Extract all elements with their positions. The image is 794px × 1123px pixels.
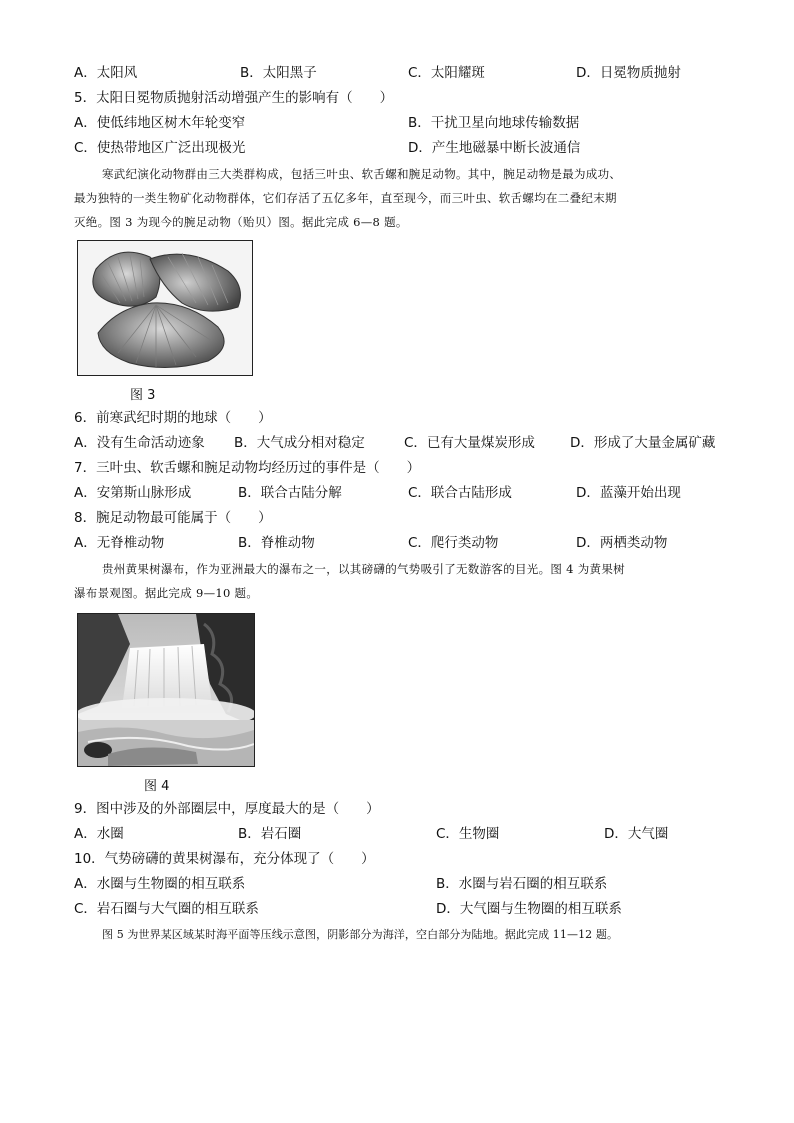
q10-stem: 10．气势磅礴的黄果树瀑布，充分体现了（ ） (74, 851, 375, 867)
option-a: A．水圈与生物圈的相互联系 (74, 876, 246, 892)
q5-stem: 5．太阳日冕物质抛射活动增强产生的影响有（ ） (74, 90, 394, 106)
option-a: A．使低纬地区树木年轮变窄 (74, 115, 246, 131)
option-a: A．水圈 (74, 826, 124, 842)
option-c: C．岩石圈与大气圈的相互联系 (74, 901, 259, 917)
figure-4-caption: 图 4 (144, 779, 170, 794)
passage-1-line-1: 寒武纪演化动物群由三大类群构成，包括三叶虫、软舌螺和腕足动物。其中，腕足动物是最为成功、 (102, 167, 622, 181)
option-a: A．太阳风 (74, 65, 138, 81)
option-d: D．两栖类动物 (576, 535, 668, 551)
option-c: C．使热带地区广泛出现极光 (74, 140, 246, 156)
q9-stem: 9．图中涉及的外部圈层中，厚度最大的是（ ） (74, 801, 380, 817)
option-d: D．蓝藻开始出现 (576, 485, 681, 501)
option-b: B．干扰卫星向地球传输数据 (408, 115, 580, 131)
option-b: B．联合古陆分解 (238, 485, 342, 501)
figure-3-caption: 图 3 (130, 388, 156, 403)
option-b: B．大气成分相对稳定 (234, 435, 365, 451)
figure-4-waterfall-image (77, 613, 255, 767)
q8-stem: 8．腕足动物最可能属于（ ） (74, 510, 272, 526)
option-c: C．太阳耀斑 (408, 65, 485, 81)
option-d: D．大气圈 (604, 826, 669, 842)
option-c: C．联合古陆形成 (408, 485, 512, 501)
q7-stem: 7．三叶虫、软舌螺和腕足动物均经历过的事件是（ ） (74, 460, 421, 476)
option-c: C．已有大量煤炭形成 (404, 435, 535, 451)
passage-2-line-1: 贵州黄果树瀑布，作为亚洲最大的瀑布之一，以其磅礴的气势吸引了无数游客的目光。图 4 为黄果树 (102, 562, 625, 576)
option-d: D．产生地磁暴中断长波通信 (408, 140, 581, 156)
figure-3-brachiopod-image (77, 240, 253, 376)
option-d: D．大气圈与生物圈的相互联系 (436, 901, 622, 917)
passage-2-line-2: 瀑布景观图。据此完成 9—10 题。 (74, 586, 259, 600)
option-c: C．爬行类动物 (408, 535, 499, 551)
option-d: D．日冕物质抛射 (576, 65, 681, 81)
option-b: B．太阳黑子 (240, 65, 317, 81)
passage-1-line-3: 灭绝。图 3 为现今的腕足动物（贻贝）图。据此完成 6—8 题。 (74, 215, 408, 229)
q6-stem: 6．前寒武纪时期的地球（ ） (74, 410, 272, 426)
option-a: A．没有生命活动迹象 (74, 435, 205, 451)
option-b: B．脊椎动物 (238, 535, 315, 551)
passage-1-line-2: 最为独特的一类生物矿化动物群体，它们存活了五亿多年，直至现今，而三叶虫、软舌螺均在二叠纪末期 (74, 191, 617, 205)
option-b: B．岩石圈 (238, 826, 302, 842)
option-b: B．水圈与岩石圈的相互联系 (436, 876, 608, 892)
option-a: A．安第斯山脉形成 (74, 485, 192, 501)
option-d: D．形成了大量金属矿藏 (570, 435, 716, 451)
option-c: C．生物圈 (436, 826, 500, 842)
passage-3: 图 5 为世界某区域某时海平面等压线示意图，阴影部分为海洋，空白部分为陆地。据此完成 11—12 题。 (102, 928, 619, 941)
option-a: A．无脊椎动物 (74, 535, 165, 551)
